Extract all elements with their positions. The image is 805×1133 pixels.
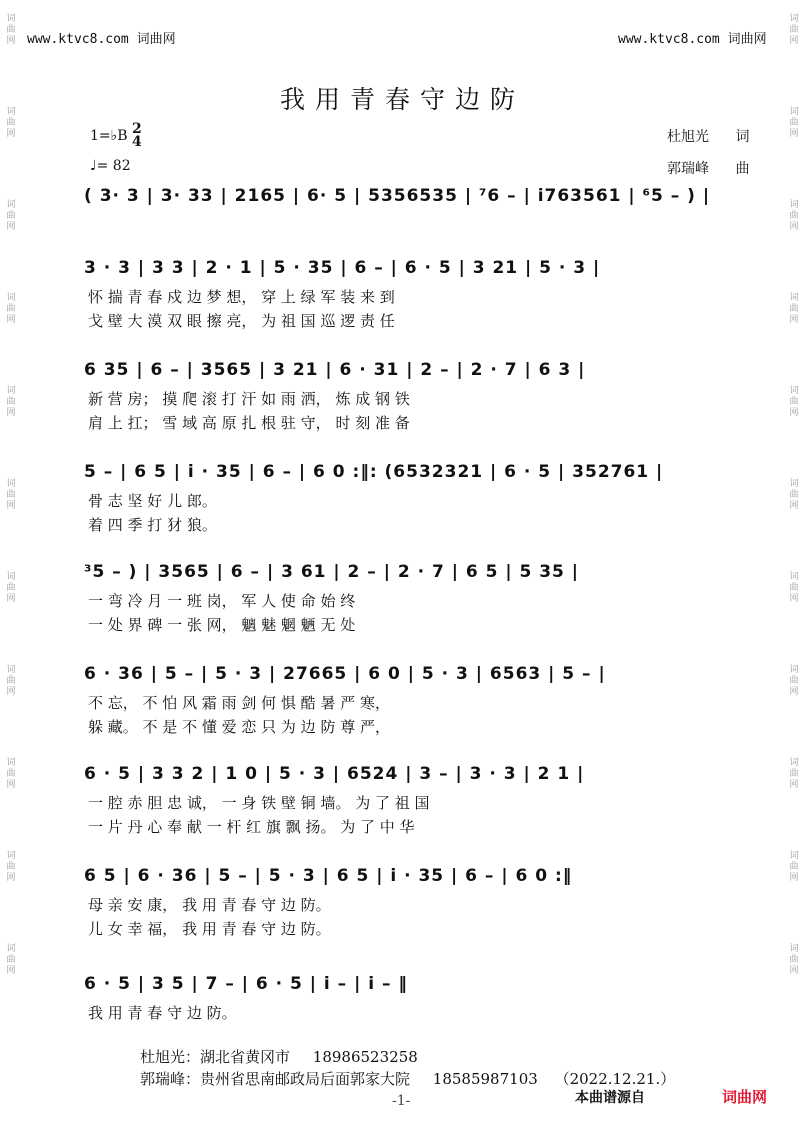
song-title: 我用青春守边防 [279, 85, 525, 114]
watermark-text: 词 曲 网 [6, 758, 16, 790]
key-signature [90, 123, 142, 149]
composer-address: 郭瑞峰：贵州省思南邮政局后面郭家大院 [140, 1070, 411, 1088]
lyricist-phone: 18986523258 [312, 1048, 418, 1066]
watermark-text: 词 曲 网 [789, 665, 799, 697]
notation-line: 6 35 | 6 – | 3565 | 3 21 | 6 · 31 | 2 – | 2 · 7 | 6 3 | [84, 360, 586, 380]
lyrics-verse-1: 怀 揣 青 春 戍 边 梦 想， 穿 上 绿 军 装 来 到 [88, 288, 395, 306]
watermark-text: 词 曲 网 [789, 572, 799, 604]
lyrics-verse-2: 肩 上 扛； 雪 域 高 原 扎 根 驻 守， 时 刻 准 备 [88, 414, 410, 432]
watermark-left [2, 0, 20, 1133]
contact-composer [140, 1068, 675, 1089]
notation-line: 6 · 36 | 5 – | 5 · 3 | 27665 | 6 0 | 5 · 3 | 6563 | 5 – | [84, 664, 606, 684]
site-url-text: www.ktvc8.com [618, 32, 720, 47]
lyrics-verse-2: 一 片 丹 心 奉 献 一 杆 红 旗 飘 扬。 为 了 中 华 [88, 818, 415, 836]
notation-line: 6 5 | 6 · 36 | 5 – | 5 · 3 | 6 5 | i · 35 | 6 – | 6 0 :‖ [84, 866, 573, 886]
site-name-text: 词曲网 [136, 32, 176, 47]
composer-name: 郭瑞峰 [667, 161, 709, 177]
watermark-text: 词 曲 网 [789, 14, 799, 46]
notation-line: 6 · 5 | 3 3 2 | 1 0 | 5 · 3 | 6524 | 3 – | 3 · 3 | 2 1 | [84, 764, 585, 784]
lyricist-name: 杜旭光 [667, 129, 709, 145]
key-text: 1=♭B [90, 128, 128, 144]
time-signature [132, 123, 142, 149]
watermark-text: 词 曲 网 [789, 758, 799, 790]
lyrics-verse-1: 新 营 房； 摸 爬 滚 打 汗 如 雨 洒， 炼 成 钢 铁 [88, 390, 410, 408]
watermark-text: 词 曲 网 [789, 293, 799, 325]
notation-line: ³5 – ) | 3565 | 6 – | 3 61 | 2 – | 2 · 7 | 6 5 | 5 35 | [84, 562, 579, 582]
watermark-text: 词 曲 网 [789, 386, 799, 418]
watermark-text: 词 曲 网 [6, 572, 16, 604]
notation-line: 3 · 3 | 3 3 | 2 · 1 | 5 · 35 | 6 – | 6 · 5 | 3 21 | 5 · 3 | [84, 258, 601, 278]
watermark-text: 词 曲 网 [6, 665, 16, 697]
composer-credit [667, 158, 749, 178]
lyrics-verse-1: 骨 志 坚 好 儿 郎。 [88, 492, 217, 510]
lyrics-verse-2: 着 四 季 打 犲 狼。 [88, 516, 217, 534]
lyrics-verse-2: 躲 藏。 不 是 不 懂 爱 恋 只 为 边 防 尊 严， [88, 718, 390, 736]
watermark-text: 词 曲 网 [6, 479, 16, 511]
notation-line: ( 3· 3 | 3· 33 | 2165 | 6· 5 | 5356535 | ⁷6 – | i763561 | ⁶5 – ) | [84, 186, 711, 206]
composer-role: 曲 [735, 161, 750, 177]
composer-phone: 18585987103 [432, 1070, 538, 1088]
time-numerator: 2 [131, 121, 142, 137]
lyrics-verse-1: 不 忘， 不 怕 风 霜 雨 剑 何 惧 酷 暑 严 寒， [88, 694, 390, 712]
watermark-text: 词 曲 网 [6, 14, 16, 46]
lyrics-verse-2: 一 处 界 碑 一 张 网， 魑 魅 魍 魉 无 处 [88, 616, 356, 634]
watermark-text: 词 曲 网 [789, 944, 799, 976]
source-logo[interactable]: 词曲网 [722, 1088, 768, 1106]
lyrics-verse-1: 一 弯 冷 月 一 班 岗， 军 人 使 命 始 终 [88, 592, 356, 610]
watermark-text: 词 曲 网 [6, 200, 16, 232]
lyricist-role: 词 [735, 129, 750, 145]
site-url-text: www.ktvc8.com [27, 32, 129, 47]
page-number: -1- [392, 1093, 411, 1109]
watermark-text: 词 曲 网 [6, 944, 16, 976]
contact-lyricist [140, 1046, 418, 1067]
watermark-right [785, 0, 803, 1133]
lyrics-verse-2: 戈 壁 大 漠 双 眼 擦 亮， 为 祖 国 巡 逻 责 任 [88, 312, 395, 330]
site-name-text: 词曲网 [727, 32, 767, 47]
watermark-text: 词 曲 网 [6, 107, 16, 139]
notation-line: 6 · 5 | 3 5 | 7 – | 6 · 5 | i – | i – ‖ [84, 974, 408, 994]
score-date: （2022.12.21.） [554, 1070, 676, 1088]
source-label: 本曲谱源自 [575, 1090, 645, 1106]
watermark-text: 词 曲 网 [6, 293, 16, 325]
lyrics-verse-2: 儿 女 幸 福， 我 用 青 春 守 边 防。 [88, 920, 331, 938]
time-denominator: 4 [131, 134, 142, 150]
lyricist-address: 杜旭光：湖北省黄冈市 [140, 1048, 291, 1066]
notation-line: 5 – | 6 5 | i · 35 | 6 – | 6 0 :‖: (6532321 | 6 · 5 | 352761 | [84, 462, 664, 482]
lyrics-verse-1: 我 用 青 春 守 边 防。 [88, 1004, 237, 1022]
watermark-text: 词 曲 网 [6, 851, 16, 883]
lyricist-credit [667, 126, 749, 146]
watermark-text: 词 曲 网 [789, 200, 799, 232]
site-url-right[interactable] [618, 28, 767, 47]
lyrics-verse-1: 一 腔 赤 胆 忠 诚， 一 身 铁 壁 铜 墙。 为 了 祖 国 [88, 794, 430, 812]
watermark-text: 词 曲 网 [789, 851, 799, 883]
watermark-text: 词 曲 网 [789, 107, 799, 139]
watermark-text: 词 曲 网 [789, 479, 799, 511]
watermark-text: 词 曲 网 [6, 386, 16, 418]
tempo-marking: ♩= 82 [90, 158, 131, 174]
site-url-left[interactable] [27, 28, 176, 47]
lyrics-verse-1: 母 亲 安 康， 我 用 青 春 守 边 防。 [88, 896, 331, 914]
